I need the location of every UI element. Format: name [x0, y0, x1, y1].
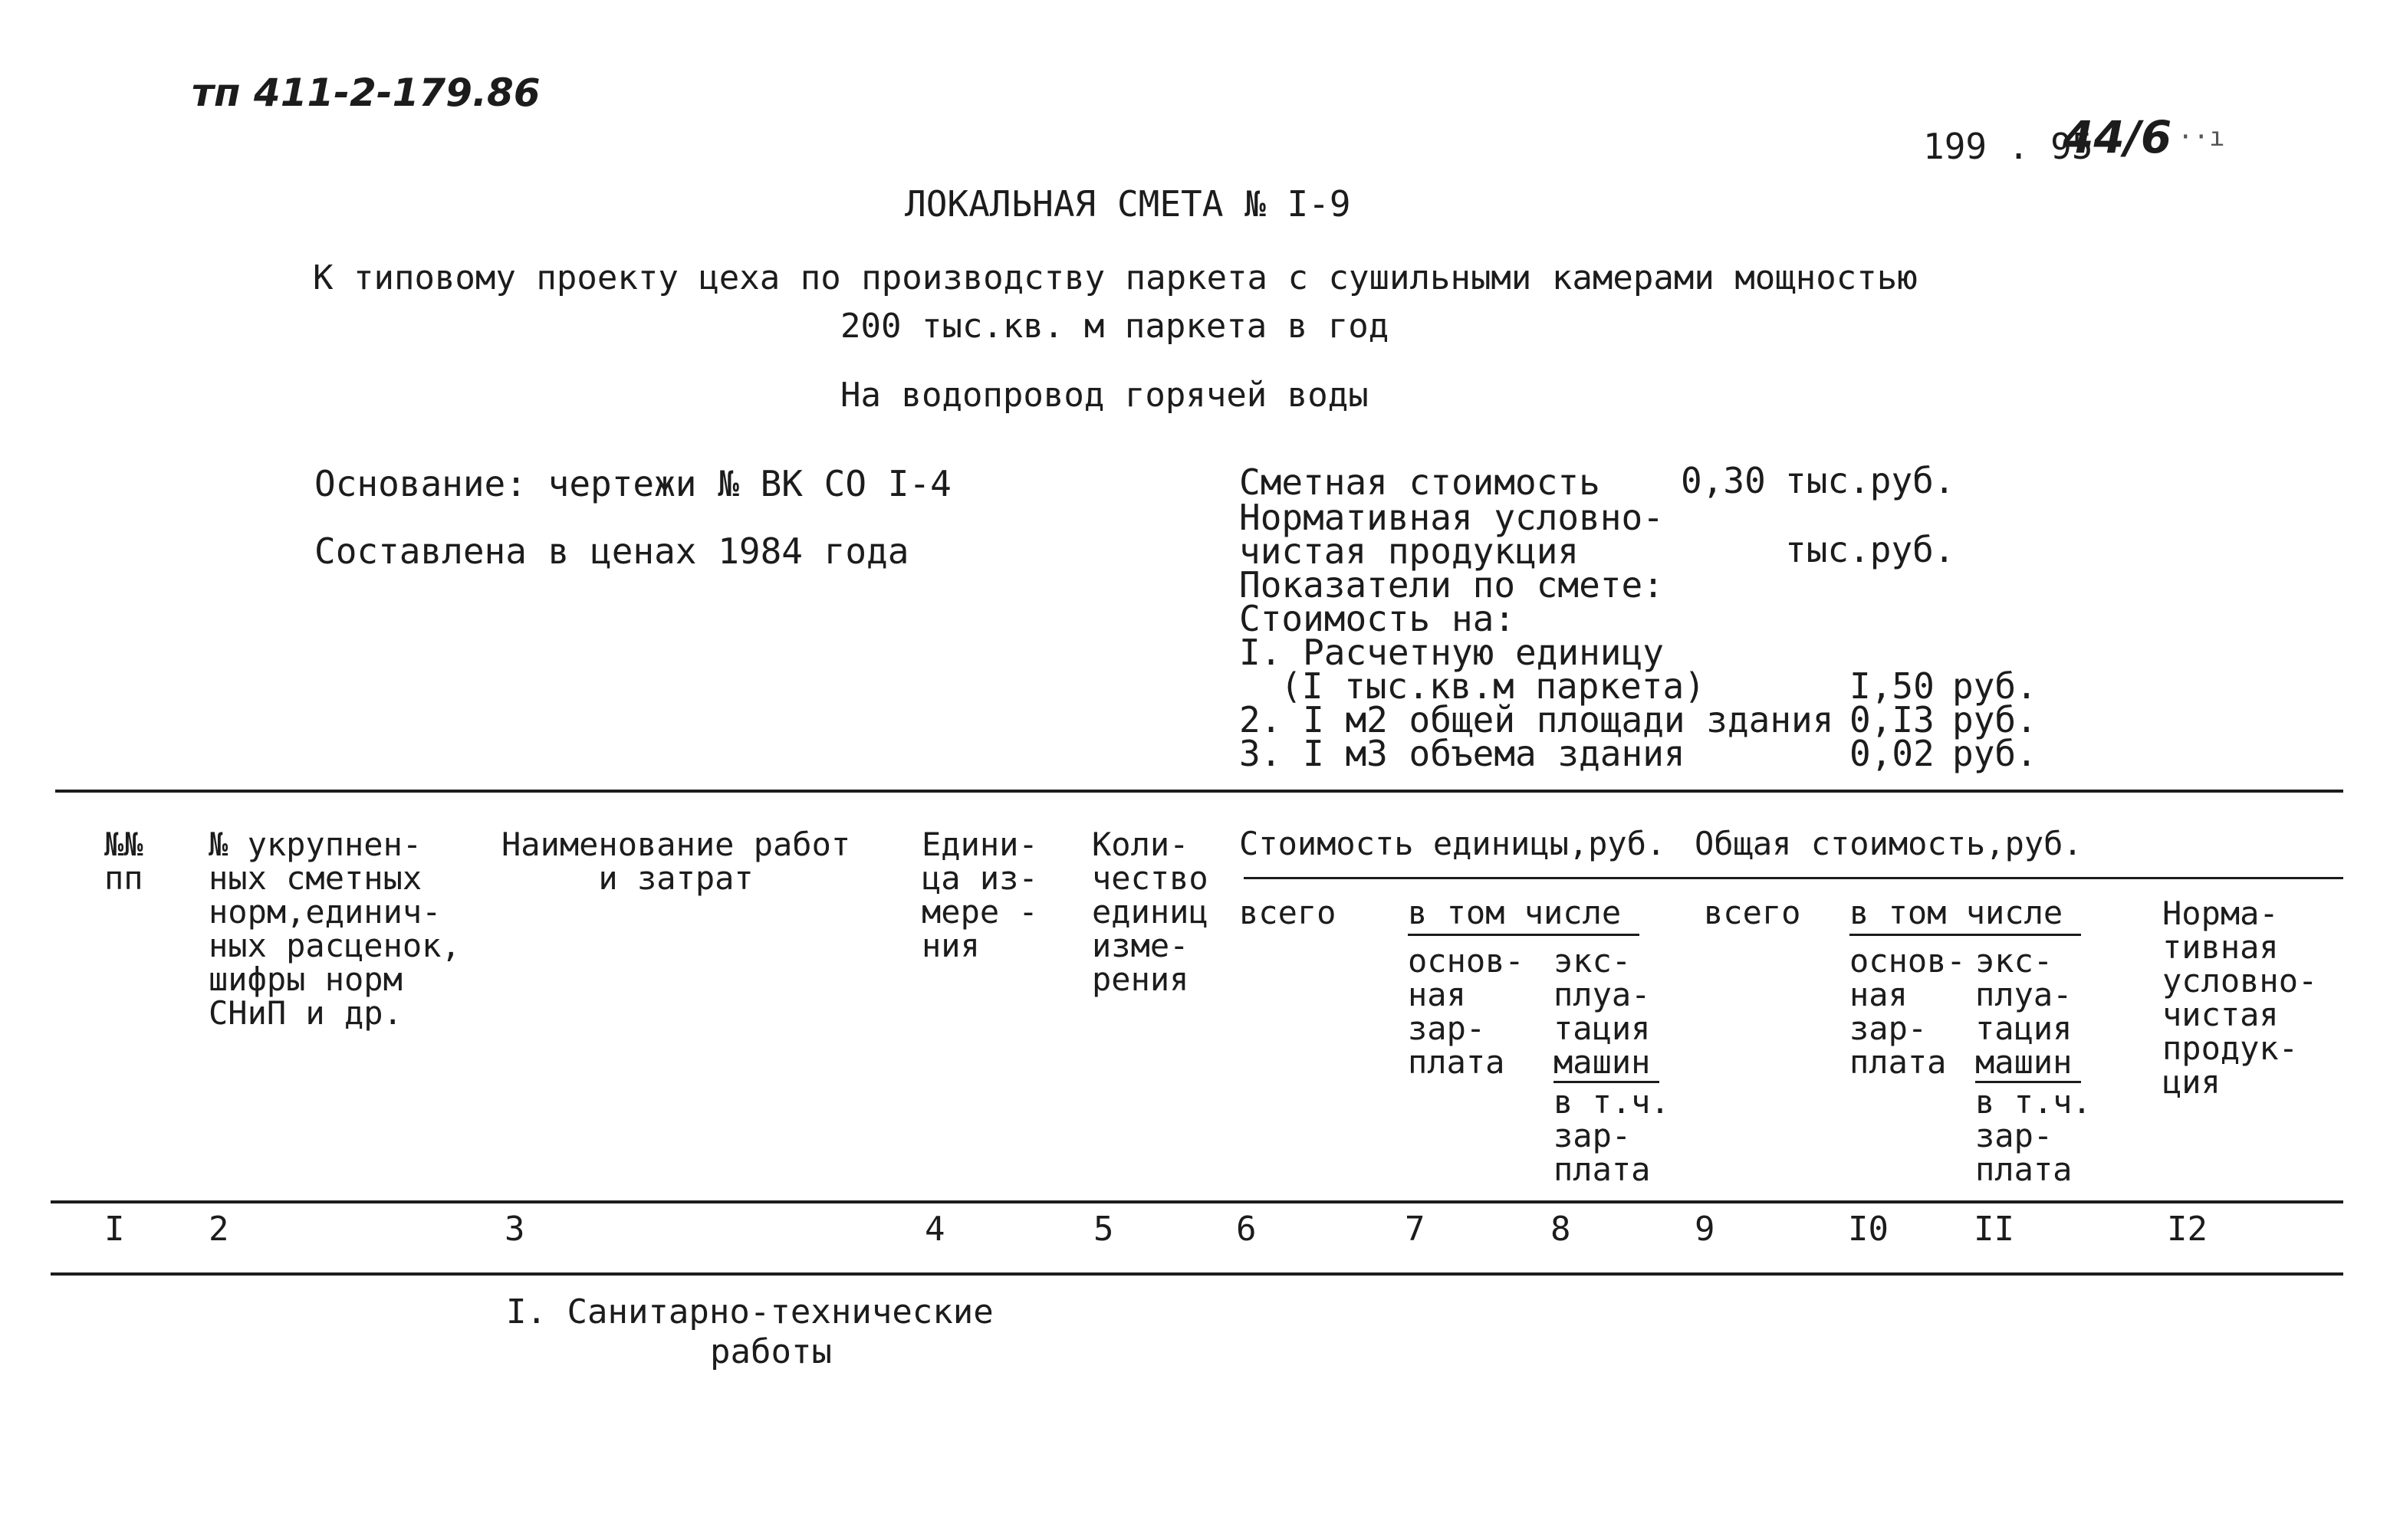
- column-number-11: II: [1974, 1210, 2014, 1249]
- reference-code-handwritten: 44/6: [2063, 111, 2172, 163]
- estimated-cost-unit: тыс.руб.: [1785, 460, 1955, 501]
- estimated-cost-value: 0,30: [1681, 460, 1766, 501]
- col-header-norm-codes: № укрупнен- ных сметных норм,единич- ных расценок, шифры норм СНиП и др.: [209, 826, 461, 1032]
- col-header-total-machine-operation: экс- плуа- тация машин: [1975, 942, 2073, 1081]
- section-title: На водопровод горячей воды: [840, 376, 1369, 415]
- col-header-unit-machine-operation: экс- плуа- тация машин: [1553, 942, 1651, 1081]
- col-group-total-cost: Общая стоимость,руб.: [1695, 825, 2083, 862]
- indicator-1-line-1: I. Расчетную единицу: [1239, 632, 1664, 673]
- subtitle-line-1: К типовому проекту цеха по производству паркета с сушильными камерами мощностью: [313, 258, 1918, 297]
- col-header-unit: Едини- ца из- мере - ния: [922, 826, 1038, 964]
- col-header-total-base-salary: основ- ная зар- плата: [1849, 942, 1966, 1081]
- column-number-1: I: [104, 1210, 125, 1249]
- project-code-handwritten: тп 411-2-179.86: [192, 71, 541, 115]
- column-number-3: 3: [505, 1210, 525, 1249]
- indicator-2-label: 2. I м2 общей площади здания: [1239, 699, 1834, 740]
- column-number-10: I0: [1848, 1210, 1889, 1249]
- col-header-work-name: Наименование работ и затрат: [501, 826, 851, 897]
- header-bottom-rule: [51, 1200, 2343, 1203]
- cost-group-rule: [1244, 877, 2343, 879]
- reference-code-tail: ··ı: [2178, 122, 2225, 153]
- subtitle-line-2: 200 тыс.кв. м паркета в год: [840, 307, 1389, 346]
- col-header-unit-total: всего: [1239, 894, 1336, 931]
- basis-label: Основание: чертежи № ВК СО I-4: [314, 463, 952, 504]
- col-group-total-including: в том числе: [1849, 894, 2063, 931]
- table-top-rule: [55, 790, 2343, 793]
- col-header-unit-machine-salary: в т.ч. зар- плата: [1553, 1083, 1670, 1188]
- col-header-quantity: Коли- чество единиц изме- рения: [1092, 826, 1208, 998]
- column-number-9: 9: [1695, 1210, 1715, 1249]
- column-numbers-rule: [51, 1272, 2343, 1276]
- reference-code: 199 . 95: [1923, 126, 2093, 167]
- indicators-label: Показатели по смете:: [1239, 564, 1664, 606]
- col-header-total-machine-salary: в т.ч. зар- плата: [1975, 1083, 2092, 1188]
- column-number-6: 6: [1236, 1210, 1257, 1249]
- normative-label-line-1: Нормативная условно-: [1239, 497, 1664, 538]
- section-1-heading-line-1: I. Санитарно-технические: [506, 1292, 994, 1331]
- column-number-7: 7: [1405, 1210, 1425, 1249]
- col-header-total: всего: [1704, 894, 1801, 931]
- indicator-2-value: 0,I3: [1849, 699, 1935, 740]
- estimated-cost-label: Сметная стоимость: [1239, 461, 1600, 503]
- col-group-unit-cost: Стоимость единицы,руб.: [1239, 825, 1666, 862]
- unit-including-underline: [1408, 934, 1639, 936]
- col-group-unit-including: в том числе: [1408, 894, 1622, 931]
- cost-on-label: Стоимость на:: [1239, 598, 1516, 639]
- col-header-row-number: №№ пп: [104, 826, 143, 897]
- document-title: ЛОКАЛЬНАЯ СМЕТА № I-9: [905, 183, 1351, 225]
- column-number-5: 5: [1093, 1210, 1114, 1249]
- indicator-1-unit: руб.: [1952, 665, 2037, 707]
- indicator-3-unit: руб.: [1952, 733, 2037, 774]
- column-number-12: I2: [2167, 1210, 2208, 1249]
- prices-label: Составлена в ценах 1984 года: [314, 530, 909, 572]
- indicator-2-unit: руб.: [1952, 699, 2037, 740]
- section-1-heading-line-2: работы: [710, 1332, 832, 1371]
- col-header-normative-product: Норма- тивная условно- чистая продук- ция: [2162, 895, 2318, 1101]
- column-number-4: 4: [925, 1210, 945, 1249]
- normative-unit: тыс.руб.: [1785, 529, 1955, 570]
- total-including-underline: [1849, 934, 2081, 936]
- indicator-1-value: I,50: [1849, 665, 1935, 707]
- col-header-unit-base-salary: основ- ная зар- плата: [1408, 942, 1524, 1081]
- column-number-2: 2: [209, 1210, 229, 1249]
- indicator-3-label: 3. I м3 объема здания: [1239, 733, 1685, 774]
- column-number-8: 8: [1550, 1210, 1571, 1249]
- normative-label-line-2: чистая продукция: [1239, 530, 1580, 572]
- indicator-1-line-2: (I тыс.кв.м паркета): [1281, 665, 1705, 707]
- indicator-3-value: 0,02: [1849, 733, 1935, 774]
